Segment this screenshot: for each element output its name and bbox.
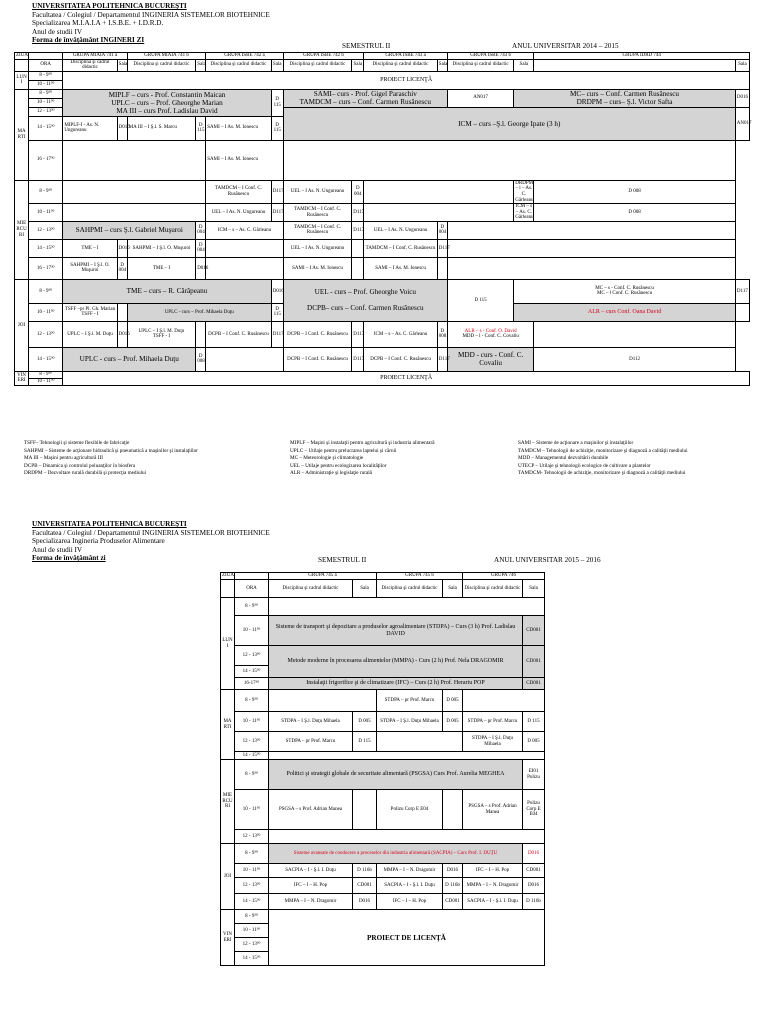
hour-cell: 14 - 15³⁰	[29, 116, 63, 140]
day-vineri: VINERI	[221, 910, 235, 966]
lab-cell: STDPA – I Ş.l. Duţu Mihaela	[377, 712, 443, 732]
group-header: GRUPA ISBE 742 b	[283, 53, 364, 60]
group-header: GRUPA 745 a	[269, 573, 377, 580]
hour-cell: 10 - 11³⁰	[29, 378, 63, 385]
hour-cell: 8 - 9³⁰	[29, 371, 63, 378]
lab-cell: UPLC – I Ş.l. M. Duţu	[63, 321, 117, 347]
room-cell: D 115	[271, 89, 283, 116]
room-cell: AN017	[735, 107, 749, 140]
lab-cell: TAMDCM – I Conf. C. Rusănescu	[206, 180, 271, 203]
day-miercuri: MIERCURI	[15, 180, 29, 279]
sala-header: Sala	[353, 580, 377, 598]
zi-header: ZIUA	[222, 573, 234, 579]
hour-cell: 16-17³⁰	[235, 678, 269, 690]
doc1-legend-col1: TSFF– Tehnologii şi sisteme flexibile de fabricaţie SAHPMI – Sisteme de acţionare hidraulică şi pneumatică a maşinilor şi instalaţiilor MA III – Maşini pentru agricultură III DCPB – Dinamica şi controlul poluanţilor în biosfera DRDPM – Dezvoltare rurală durabilă şi protecţia mediului	[24, 440, 198, 477]
lab-cell: TAMDCM – I Conf. C. Rusănescu	[364, 239, 438, 257]
lab-cell: SACPIA – I - Ş.l. I. Duţu	[269, 864, 353, 878]
lab-cell: MIPLF-I - As. N. Ungureanu	[63, 116, 117, 140]
lab-cell: UEL – I As. N. Ungureanu	[206, 204, 271, 222]
group-header: GRUPA 745 b	[377, 573, 463, 580]
room-cell: D117	[437, 347, 447, 371]
room-cell: D016	[196, 257, 206, 279]
room-cell: D 116b	[353, 864, 377, 878]
room-cell: D 004	[352, 180, 364, 203]
lab-cell: DCPB – I Conf. C. Rusănescu	[364, 347, 438, 371]
course-block: Instalaţii frigorifice şi de climatizare (IFC) – Curs (2 h) Prof. Herariu POP	[269, 678, 523, 690]
room-cell: D 115	[271, 303, 283, 321]
course-block: SAHPMI – curs Ş.l. Gabriel Muşuroi	[63, 221, 196, 239]
doc2-form: Forma de învăţământ zi	[32, 554, 106, 563]
lab-cell: IFC – I – H. Pop	[377, 894, 443, 910]
room-cell: D 115	[447, 279, 513, 321]
lab-cell: UEL – I As. N. Ungureanu	[283, 239, 351, 257]
sala-header: Sala	[514, 59, 534, 71]
hour-cell: 14 - 15³⁰	[235, 894, 269, 910]
lab-cell: SACPIA – I - Ş.l. I. Duţu	[463, 894, 523, 910]
day-marti: MARTI	[15, 89, 29, 180]
lab-cell: MA III – I Ş.l. S. Marcu	[127, 116, 195, 140]
room-cell: D016	[735, 89, 749, 107]
day-vineri: VINERI	[15, 371, 29, 385]
lab-cell: ICM – s – As. C. Gârleanu	[515, 204, 534, 221]
lab-cell: TAMDCM – I Conf. C. Rusănescu	[283, 221, 351, 239]
lab-cell: DCPB – I Conf. C. Rusănescu	[283, 347, 351, 371]
course-block: UEL - curs – Prof. Gheorghe Voicu DCPB– curs – Conf. Carmen Rusănescu	[283, 279, 447, 321]
disc-header: Disciplina şi cadrul didactic	[127, 59, 195, 71]
disc-header: Disciplina şi cadrul didactic	[269, 580, 353, 598]
hour-cell: 12 - 13³⁰	[29, 221, 63, 239]
lab-cell: MMPA – I – N. Dragomir	[269, 894, 353, 910]
lab-cell: DCPB – I Conf. C. Rusănescu	[283, 321, 351, 347]
lab-cell: UEL – I As. N. Ungureanu	[364, 221, 438, 239]
sala-header: Sala	[443, 580, 463, 598]
lab-cell: STDPA – pr Prof. Marcu	[269, 732, 353, 752]
lab-cell: STDPA – pr Prof. Marcu	[377, 690, 443, 712]
ora-header: ORA	[29, 59, 63, 71]
lab-cell: TME – I	[127, 257, 195, 279]
room-cell: D 008	[534, 204, 735, 222]
course-block: UPLC - curs – Prof. Mihaela Duţu	[63, 347, 196, 371]
hour-cell: 8 - 9³⁰	[235, 910, 269, 924]
room-cell: D 115	[196, 116, 206, 140]
room-cell: D 004	[437, 221, 447, 239]
room-cell: CD001	[523, 646, 545, 678]
doc1-specialization: Specializarea M.I.A.I.A + I.S.B.E. + I.D.R.D.	[32, 19, 164, 28]
hour-cell: 14 - 15³⁰	[29, 239, 63, 257]
sala-header: Sala	[523, 580, 545, 598]
hour-cell: 12 - 13³⁰	[235, 878, 269, 894]
room-cell: D016	[523, 878, 545, 894]
hour-cell: 10 - 11³⁰	[235, 864, 269, 878]
room-cell: D016	[117, 321, 127, 347]
hour-cell: 10 - 11³⁰	[29, 303, 63, 321]
room-cell: AN017	[447, 89, 513, 107]
hour-cell: 10 - 11³⁰	[29, 204, 63, 222]
lab-cell: IFC – I – H. Pop	[269, 878, 353, 894]
seminar-cell: ALR – s - Conf. O. David MDD – l - Conf. C. Covaliu	[447, 321, 534, 347]
lab-cell: SAMI – I As. M. Ionescu	[283, 257, 351, 279]
disc-header: Disciplina şi cadrul didactic	[206, 59, 271, 71]
room-cell: D 008	[437, 321, 447, 347]
sala-header: Sala	[437, 59, 447, 71]
course-block: MIPLF – curs - Prof. Constantin Maican UPLC – curs – Prof. Gheorghe Marian MA III – curs Prof. Ladislau David	[63, 89, 271, 116]
lab-cell: SAMI – I As. M. Ionescu	[206, 140, 284, 180]
doc1-faculty: Facultatea / Colegiul / Departamentul INGINERIA SISTEMELOR BIOTEHNICE	[32, 10, 270, 19]
seminar-cell: ICM – s – As. C. Gârleanu	[206, 221, 284, 239]
course-block: SAMI– curs - Prof. Gigel Paraschiv TAMDCM – curs – Conf. Carmen Rusănescu	[283, 89, 447, 107]
seminar-cell: PSGSA – s Prof. Adrian Manea	[463, 790, 523, 830]
room-cell: D117	[352, 347, 364, 371]
room-cell: D 115	[353, 732, 377, 752]
hour-cell: 16 - 17³⁰	[29, 257, 63, 279]
group-header: GRUPA ISBE 743 b	[447, 53, 534, 60]
course-block: UPLC - curs – Prof. Mihaela Duţu	[127, 303, 271, 321]
hour-cell: 12 - 13³⁰	[29, 321, 63, 347]
hour-cell: 8 - 9³⁰	[29, 180, 63, 203]
room-cell: D117	[271, 204, 283, 222]
disc-header: Disciplina şi cadrul didactic	[364, 59, 438, 71]
doc2-header	[32, 520, 270, 563]
hour-cell: 10 - 11³⁰	[235, 790, 269, 830]
hour-cell: 16 - 17³⁰	[29, 140, 63, 180]
doc1-legend-col2: MIPLF – Maşini şi instalaţii pentru agricultură şi industria alimentară UPLC – Utilaje pentru prelucrarea laptelui şi cărnii MC – Meteorologie şi climatologie UEL – Utilaje pentru ecologizarea localităţilor ALR – Administraţie şi legislaţie rurală	[290, 440, 435, 477]
disc-header: Disciplina şi cadrul didactic	[283, 59, 351, 71]
ora-header: ORA	[235, 580, 269, 598]
room-cell: CD001	[523, 616, 545, 646]
room-cell: D117	[352, 321, 364, 347]
room-cell: D016	[443, 864, 463, 878]
doc1-schedule-table	[14, 52, 750, 386]
course-block: TME – curs – R. Cărăpeanu	[63, 279, 271, 303]
disc-header: Disciplina şi cadrul didactic	[463, 580, 523, 598]
room-cell: CD001	[523, 678, 545, 690]
doc2-university: UNIVERSITATEA POLITEHNICA BUCUREŞTI	[32, 520, 187, 528]
lab-cell: STDPA – I Ş.l. Duţu Mihaela	[269, 712, 353, 732]
course-block: ALR – curs Conf. Oana David	[514, 303, 735, 321]
room-cell: EI01 Polizu	[523, 760, 545, 790]
hour-cell: 14 - 15³⁰	[235, 666, 269, 678]
lab-cell: SACPIA – I - Ş.l. I. Duţu	[377, 878, 443, 894]
lab-cell: SAHPMI – I Ş.l. O. Muşuroi	[127, 239, 195, 257]
day-luni: LUNI	[221, 598, 235, 690]
room-cell: D 005	[443, 712, 463, 732]
room-cell: D 005	[353, 712, 377, 732]
hour-cell: 10 - 11³⁰	[235, 924, 269, 938]
proiect-licenta-cell: PROIECT LICENŢĂ	[63, 371, 750, 385]
lab-cell: SAMI – I As. M. Ionescu	[364, 257, 438, 279]
doc1-legend-col3: SAMI – Sisteme de acţionare a maşinilor şi instalaţiilor TAMDCM – Tehnologii de achiziţie, monitorizare şi diagnoză a calităţii mediului MDD – Managementul dezvoltării durabile UTECP – Utilaje şi tehnologii ecologice de cultivare a plantelor TAMDCM- Tehnologii de achiziţie, monitorizare şi diagnoză a calităţii mediului	[518, 440, 688, 477]
doc1-year: Anul de studii IV	[32, 27, 83, 36]
lab-cell: UEL – I As. N. Ungureanu	[283, 180, 351, 203]
room-cell: D 116b	[523, 894, 545, 910]
room-cell: D117	[352, 204, 364, 222]
sala-header: Sala	[271, 59, 283, 71]
seminar-cell: ICM – s – As. C. Gârleanu	[364, 321, 438, 347]
sala-header: Sala	[196, 59, 206, 71]
doc2-faculty: Facultatea / Colegiul / Departamentul INGINERIA SISTEMELOR BIOTEHNICE	[32, 528, 270, 537]
sala-header: Sala	[117, 59, 127, 71]
day-miercuri: MIERCURI	[221, 760, 235, 844]
room-cell: D112	[534, 347, 735, 371]
hour-cell: 10 - 11³⁰	[235, 712, 269, 732]
group-header: GRUPA MIAIA 741 b	[127, 53, 206, 60]
seminar-cell: PSGSA – s Prof. Adrian Manea	[269, 790, 353, 830]
hour-cell: 10 - 11³⁰	[29, 98, 63, 107]
room-cell: D117	[271, 321, 283, 347]
day-marti: MARTI	[221, 690, 235, 760]
lab-cell: DCPB – I Conf. C. Rusănescu	[206, 321, 271, 347]
hour-cell: 12 - 13³⁰	[235, 646, 269, 666]
room-cell: Polizu Corp E E04	[377, 790, 443, 830]
room-cell: D 004	[196, 239, 206, 257]
lab-cell: TSFF –pr Pl. Gh. Marian TSFF - I	[63, 303, 117, 321]
hour-cell: 8 - 9³⁰	[235, 598, 269, 616]
day-joi: JOI	[15, 279, 29, 371]
course-block: Politici şi strategii globale de securitate alimentară (PSGSA) Curs Prof. Aurelia MEGHEA	[269, 760, 523, 790]
hour-cell: 10 - 11³⁰	[29, 80, 63, 89]
hour-cell: 12 - 13³⁰	[235, 938, 269, 952]
disc-header: Disciplina şi cadrul didactic	[447, 59, 513, 71]
course-block: MC– curs – Conf. Carmen Rusănescu DRDPM – curs– Ş.l. Victor Safta	[514, 89, 735, 107]
doc1-semester: SEMESTRUL II	[342, 42, 391, 50]
group-header: GRUPA ISBE 742 a	[206, 53, 284, 60]
room-cell: D117	[735, 279, 749, 303]
room-cell: D117	[271, 180, 283, 203]
sala-header: Sala	[352, 59, 364, 71]
group-header: GRUPA 746	[463, 573, 545, 580]
lab-cell: SAHPMI – I Ş.l. O. Muşuroi	[63, 257, 117, 279]
group-header: GRUPA MIAIA 741 a	[63, 53, 127, 60]
course-block: MDD - curs - Conf. C. Covaliu	[447, 347, 534, 371]
hour-cell: 12 - 13³⁰	[29, 107, 63, 116]
proiect-licenta-cell: PROIECT LICENŢĂ	[63, 71, 750, 89]
lab-cell: DRDPM – l – As. C. Gârleanu	[515, 180, 534, 203]
hour-cell: 8 - 9³⁰	[29, 71, 63, 80]
room-cell: D117	[437, 239, 447, 257]
hour-cell: 14 - 15³⁰	[235, 952, 269, 966]
room-cell: D 004	[117, 257, 127, 279]
room-cell: D016	[117, 116, 127, 140]
room-cell: D016	[523, 844, 545, 864]
disc-header: Disciplina şi cadrul didactic	[63, 59, 117, 71]
hour-cell: 8 - 9³⁰	[235, 760, 269, 790]
room-cell: D 115	[523, 712, 545, 732]
group-header: GRUPA IDRD 744	[534, 53, 750, 60]
room-cell	[437, 257, 447, 279]
lab-cell: UPLC – I Ş.l. M. Duţu TSFF - I	[127, 321, 195, 347]
day-luni: LUNI	[15, 71, 29, 89]
hour-cell: 10 - 11³⁰	[235, 616, 269, 646]
lab-cell: MMPA – I – N. Dragomir	[463, 878, 523, 894]
seminar-cell: MC – s - Conf. C. Rusănescu MC – l Conf. C. Rusănescu	[514, 279, 735, 303]
doc1-header	[32, 2, 270, 45]
hour-cell: 8 - 9³⁰	[29, 279, 63, 303]
room-cell: D016	[271, 279, 283, 303]
lab-cell: STDPA – I Ş.l. Duţu Mihaela	[463, 732, 523, 752]
hour-cell: 8 - 9³⁰	[29, 89, 63, 98]
day-joi: JOI	[221, 844, 235, 910]
room-cell	[352, 239, 364, 257]
course-block: Sisteme de transport şi depozitare a produselor agroalimentare (STDPA) – Curs (3 h) Prof. Ladislau DAVID	[269, 616, 523, 646]
hour-cell: 8 - 9³⁰	[235, 690, 269, 712]
group-header: GRUPA ISBE 743 a	[364, 53, 448, 60]
room-cell	[352, 257, 364, 279]
room-cell: CD001	[523, 864, 545, 878]
proiect-licenta-cell: PROIECT DE LICENŢĂ	[269, 910, 545, 966]
sala-header: Sala	[735, 59, 749, 71]
lab-cell: SAMI – I As. M. Ionescu	[206, 116, 271, 140]
course-block: Metode moderne în procesarea alimentelor (MMPA) - Curs (2 h) Prof. Nela DRAGOMIR	[269, 646, 523, 678]
hour-cell: 12 - 13³⁰	[235, 830, 269, 844]
disc-header: Disciplina şi cadrul didactic	[377, 580, 443, 598]
room-cell: D 116b	[443, 878, 463, 894]
lab-cell: TAMDCM – I Conf. C. Rusănescu	[283, 204, 351, 222]
lab-cell: TME – I	[63, 239, 117, 257]
room-cell: D016	[353, 894, 377, 910]
room-cell: CD001	[443, 894, 463, 910]
room-cell: D 005	[443, 690, 463, 712]
room-cell: D016	[117, 239, 127, 257]
hour-cell: 8 - 9³⁰	[235, 844, 269, 864]
lab-cell: IFC – I – H. Pop	[463, 864, 523, 878]
hour-cell: 12 - 13³⁰	[235, 732, 269, 752]
doc2-specialization: Specializarea Ingineria Produselor Alimentare	[32, 537, 165, 546]
room-cell: D 004	[196, 221, 206, 239]
lab-cell: STDPA – pr Prof. Marcu	[463, 712, 523, 732]
hour-cell: 14 - 15³⁰	[235, 752, 269, 760]
doc1-form: Forma de învăţământ INGINERI ZI	[32, 36, 145, 45]
room-cell: D 115	[271, 116, 283, 140]
doc2-year: Anul de studii IV	[32, 545, 83, 554]
doc1-academic-year: ANUL UNIVERSITAR 2014 – 2015	[512, 42, 619, 50]
doc2-schedule-table	[220, 572, 545, 966]
zi-header: ZIUA	[16, 53, 28, 58]
lab-cell: MMPA – I – N. Dragomir	[377, 864, 443, 878]
room-cell: D 008	[196, 347, 206, 371]
room-cell: CD001	[353, 878, 377, 894]
room-cell: D117	[352, 221, 364, 239]
hour-cell: 14 - 15³⁰	[29, 347, 63, 371]
doc2-academic-year: ANUL UNIVERSITAR 2015 – 2016	[494, 556, 601, 564]
doc1-university: UNIVERSITATEA POLITEHNICA BUCUREŞTI	[32, 2, 187, 10]
course-block: Sisteme avansate de conducere a proceselor din industria alimentară (SACPIA) – Curs Prof. I. DUŢU	[269, 844, 523, 864]
room-cell: D 005	[523, 732, 545, 752]
doc2-semester: SEMESTRUL II	[318, 556, 367, 564]
course-block: ICM – curs –Ş.l. George Ipate (3 h)	[283, 107, 735, 140]
room-cell: D 008	[534, 180, 735, 203]
room-cell: Polizu Corp E E04	[523, 790, 545, 830]
